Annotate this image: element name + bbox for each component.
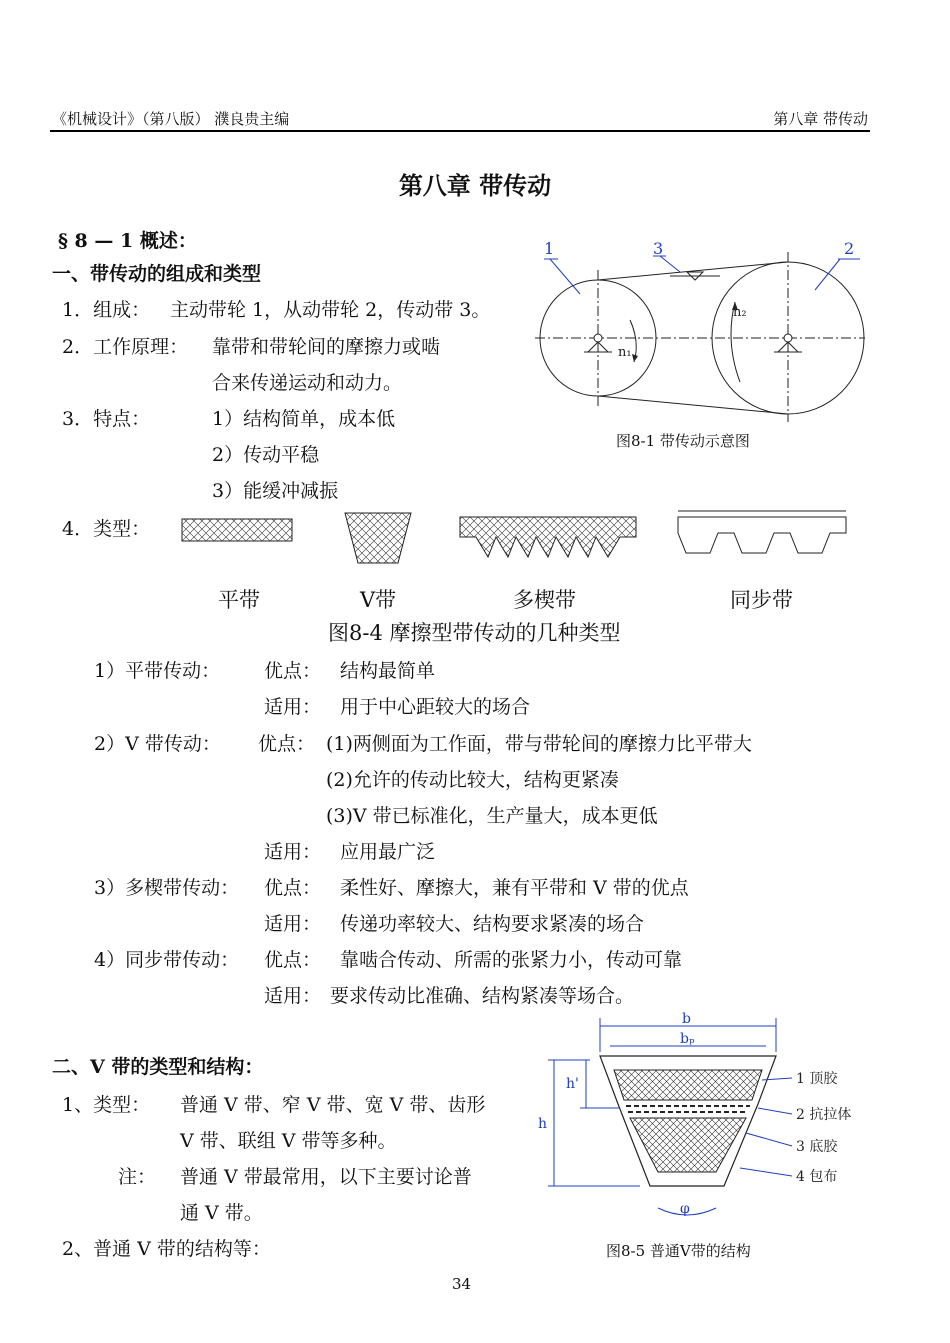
vbelt-adv: (2)允许的传动比较大，结构更紧凑 — [326, 769, 619, 791]
fig85-h: h — [538, 1116, 548, 1132]
note-line2: 通 V 带。 — [180, 1202, 263, 1224]
sync-adv: 靠啮合传动、所需的张紧力小，传动可靠 — [340, 949, 683, 971]
header-left: 《机械设计》（第八版） 濮良贵主编 — [52, 110, 290, 128]
belt-type-label: 多楔带 — [513, 588, 576, 612]
sync-use: 要求传动比准确、结构紧凑等场合。 — [330, 985, 635, 1007]
section2-item1-line1: 普通 V 带、窄 V 带、宽 V 带、齿形 — [180, 1094, 486, 1116]
item2-label: 2．工作原理： — [62, 336, 189, 358]
section2-item2: 2、普通 V 带的结构等： — [62, 1238, 271, 1260]
sync-use-label: 适用： — [264, 985, 322, 1007]
chapter-title: 第八章 带传动 — [398, 171, 552, 200]
belt-type-label: 平带 — [218, 588, 260, 612]
vbelt-use-label: 适用： — [264, 841, 322, 863]
multi-adv: 柔性好、摩擦大，兼有平带和 V 带的优点 — [340, 877, 689, 899]
item3-point: 3）能缓冲减振 — [212, 480, 339, 502]
page-number: 34 — [452, 1275, 472, 1293]
flat-adv-label: 优点： — [264, 660, 322, 682]
belt-type-label: 同步带 — [730, 588, 793, 612]
vbelt-structure-diagram — [530, 1008, 870, 1228]
note-line1: 普通 V 带最常用，以下主要讨论普 — [180, 1166, 472, 1188]
item1-text: 主动带轮 1，从动带轮 2，传动带 3。 — [170, 299, 491, 321]
fig81-n2: n₂ — [733, 305, 747, 320]
fig85-hprime: h' — [566, 1076, 579, 1092]
header-right: 第八章 带传动 — [773, 110, 868, 128]
item3-point: 2）传动平稳 — [212, 444, 320, 466]
fig85-b: b — [682, 1011, 691, 1027]
flat-adv: 结构最简单 — [340, 660, 436, 682]
fig81-n1: n₁ — [618, 345, 632, 360]
vbelt-adv-label: 优点： — [258, 733, 316, 755]
fig85-bp: bₚ — [680, 1031, 695, 1047]
fig85-part: 4 包布 — [796, 1169, 838, 1185]
fig85-part: 3 底胶 — [796, 1139, 838, 1155]
flat-use: 用于中心距较大的场合 — [340, 696, 531, 718]
fig81-label-3: 3 — [653, 239, 664, 258]
belt-types-diagram — [170, 505, 860, 575]
fig81-label-1: 1 — [544, 239, 555, 258]
item3-point: 1）结构简单，成本低 — [212, 408, 396, 430]
multi-use-label: 适用： — [264, 913, 322, 935]
section-heading: § 8 — 1 概述： — [58, 230, 197, 252]
fig85-part: 2 抗拉体 — [796, 1107, 852, 1123]
item2-line1: 靠带和带轮间的摩擦力或啮 — [212, 336, 441, 358]
flat-belt-name: 1）平带传动： — [94, 660, 221, 682]
belt-drive-diagram — [530, 232, 870, 452]
section2-item1-line2: V 带、联组 V 带等多种。 — [180, 1130, 397, 1152]
vbelt-use: 应用最广泛 — [340, 841, 436, 863]
item3-label: 3．特点： — [62, 408, 151, 430]
fig84-caption: 图8-4 摩擦型带传动的几种类型 — [328, 621, 621, 645]
multi-belt-name: 3）多楔带传动： — [94, 877, 240, 899]
sync-adv-label: 优点： — [264, 949, 322, 971]
fig81-caption: 图8-1 带传动示意图 — [616, 432, 750, 450]
item1-label: 1．组成： — [62, 299, 151, 321]
fig81-label-2: 2 — [844, 239, 855, 258]
multi-use: 传递功率较大、结构要求紧凑的场合 — [340, 913, 645, 935]
sub-heading: 一、带传动的组成和类型 — [52, 263, 262, 285]
header-rule — [50, 130, 870, 132]
vbelt-adv: (1)两侧面为工作面，带与带轮间的摩擦力比平带大 — [326, 733, 752, 755]
vbelt-name: 2）V 带传动： — [94, 733, 221, 755]
section2-heading: 二、V 带的类型和结构： — [52, 1056, 264, 1078]
item2-line2: 合来传递运动和动力。 — [212, 372, 403, 394]
fig85-caption: 图8-5 普通V带的结构 — [606, 1242, 751, 1260]
section2-item1-label: 1、类型： — [62, 1094, 151, 1116]
fig85-phi: φ — [680, 1201, 690, 1217]
belt-type-label: V带 — [360, 588, 397, 612]
vbelt-adv: (3)V 带已标准化，生产量大，成本更低 — [326, 805, 658, 827]
note-label: 注： — [118, 1166, 157, 1188]
item4-label: 4．类型： — [62, 518, 151, 540]
multi-adv-label: 优点： — [264, 877, 322, 899]
flat-use-label: 适用： — [264, 696, 322, 718]
sync-belt-name: 4）同步带传动： — [94, 949, 240, 971]
fig85-part: 1 顶胶 — [796, 1071, 838, 1087]
